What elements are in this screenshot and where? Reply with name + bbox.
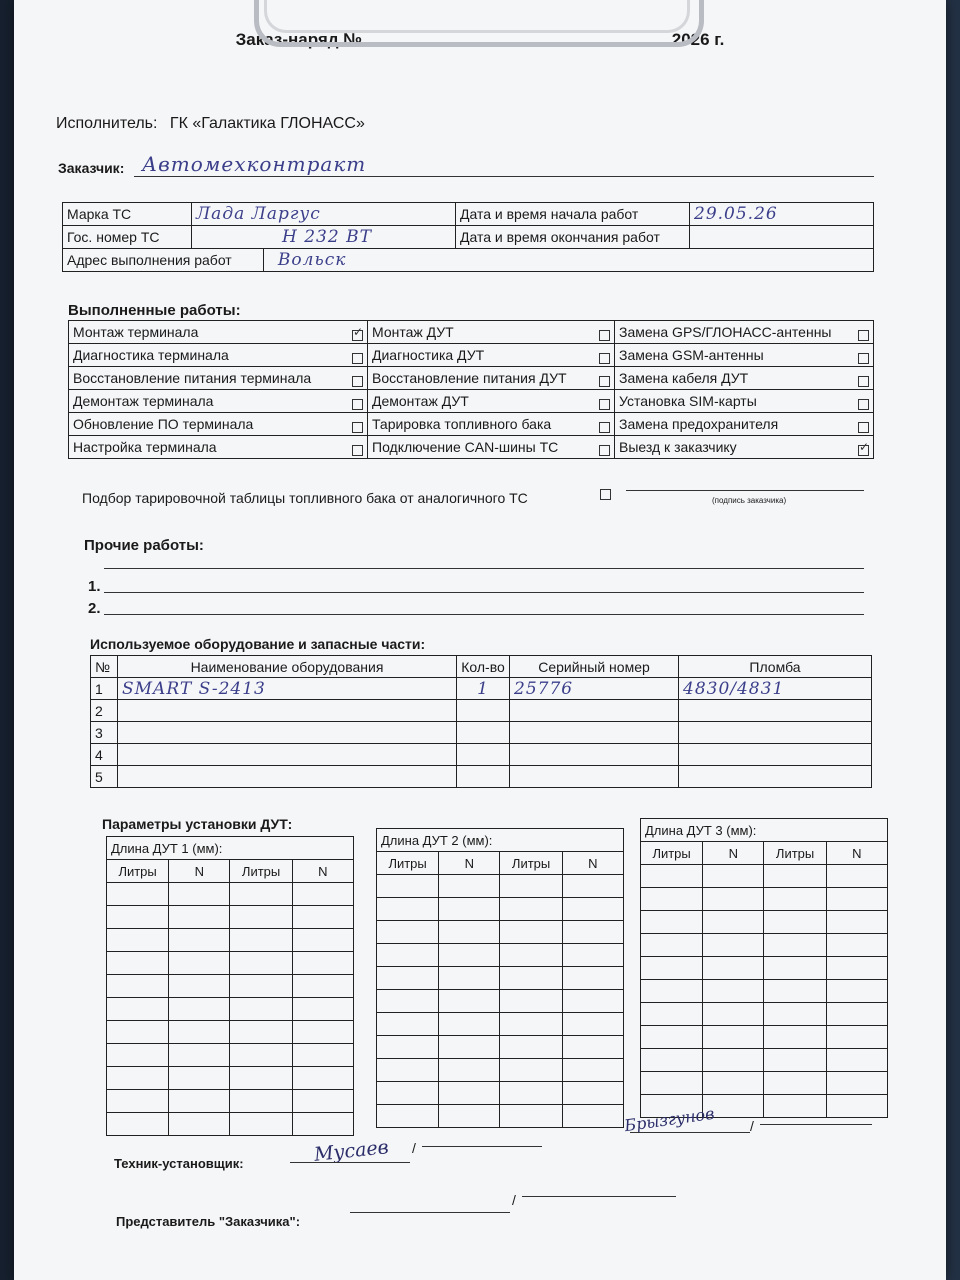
dut-cell[interactable]: [500, 1105, 562, 1128]
dut-cell[interactable]: [169, 1044, 230, 1067]
work-item-checkbox[interactable]: [858, 422, 869, 433]
works-row: [69, 344, 874, 367]
dut-cell[interactable]: [292, 929, 353, 952]
tariff-checkbox[interactable]: [600, 489, 611, 500]
equipment-cell[interactable]: [679, 766, 872, 788]
work-item[interactable]: [368, 436, 615, 459]
work-item[interactable]: [368, 390, 615, 413]
dut-header-cell: Литры: [230, 860, 292, 883]
dut-cell[interactable]: [377, 944, 439, 967]
dut-cell[interactable]: [562, 1036, 623, 1059]
equipment-cell[interactable]: [510, 722, 679, 744]
dut-header-cell: N: [826, 842, 887, 865]
work-item-label: Восстановление питания терминала: [73, 369, 312, 386]
dut-cell[interactable]: [230, 929, 292, 952]
dut-cell[interactable]: [764, 1072, 826, 1095]
dut-cell[interactable]: [562, 1082, 623, 1105]
dut-cell[interactable]: [562, 1105, 623, 1128]
work-item-checkbox[interactable]: [858, 445, 869, 456]
dut-cell[interactable]: [500, 1059, 562, 1082]
work-item-label: Демонтаж терминала: [73, 392, 214, 409]
dut-cell[interactable]: [169, 1090, 230, 1113]
dut-length-label: Длина ДУТ 3 (мм):: [641, 819, 888, 842]
work-item[interactable]: [368, 321, 615, 344]
dut-cell[interactable]: [562, 1013, 623, 1036]
dut-table-2: [376, 828, 624, 1128]
equipment-cell[interactable]: [457, 744, 510, 766]
dut-cell[interactable]: [292, 975, 353, 998]
works-row: [69, 321, 874, 344]
equipment-col-seal: Пломба: [679, 656, 872, 678]
dut-cell[interactable]: [439, 967, 500, 990]
dut-cell[interactable]: [641, 911, 703, 934]
dut-header-cell: Литры: [500, 852, 562, 875]
dut-cell[interactable]: [562, 944, 623, 967]
dut-cell[interactable]: [641, 957, 703, 980]
equipment-cell[interactable]: [510, 766, 679, 788]
dut-cell[interactable]: [500, 990, 562, 1013]
dut-cell[interactable]: [764, 865, 826, 888]
dut-cell[interactable]: [641, 865, 703, 888]
dut-cell[interactable]: [500, 1036, 562, 1059]
dut-header-cell: N: [703, 842, 764, 865]
works-row: [69, 367, 874, 390]
customer-label: Заказчик:: [58, 160, 125, 176]
dut-cell[interactable]: [230, 883, 292, 906]
dut-cell[interactable]: [641, 1049, 703, 1072]
dut-cell[interactable]: [764, 934, 826, 957]
equipment-cell[interactable]: [118, 700, 457, 722]
dut-cell[interactable]: [292, 1090, 353, 1113]
work-item[interactable]: [69, 367, 368, 390]
work-item-label: Демонтаж ДУТ: [372, 392, 469, 409]
other-works-line-2: [104, 614, 864, 615]
address-label: Адрес выполнения работ: [63, 249, 264, 271]
work-item[interactable]: [615, 367, 874, 390]
dut-length-label: Длина ДУТ 1 (мм):: [107, 837, 354, 860]
work-item[interactable]: [615, 436, 874, 459]
work-item[interactable]: [69, 344, 368, 367]
technician-name-signature: Брызгунов: [623, 1103, 716, 1136]
work-item-label: Замена предохранителя: [619, 415, 779, 432]
slash-3: /: [512, 1192, 516, 1208]
equipment-cell[interactable]: [510, 744, 679, 766]
work-item[interactable]: [69, 413, 368, 436]
equipment-cell[interactable]: [118, 722, 457, 744]
dut-cell[interactable]: [107, 1090, 169, 1113]
dut-header-cell: Литры: [764, 842, 826, 865]
work-item-checkbox[interactable]: [858, 376, 869, 387]
brand-value: Лада Ларгус: [192, 203, 456, 226]
dut-cell[interactable]: [641, 934, 703, 957]
dut-cell[interactable]: [641, 1072, 703, 1095]
representative-line-a: [350, 1212, 510, 1213]
slash-1: /: [750, 1118, 754, 1134]
works-title: Выполненные работы:: [68, 302, 241, 319]
vehicle-info-table: [62, 202, 874, 272]
other-works-line-0: [104, 568, 864, 569]
dut-length-label: Длина ДУТ 2 (мм):: [377, 829, 624, 852]
equipment-cell[interactable]: [118, 744, 457, 766]
dut-cell[interactable]: [377, 1013, 439, 1036]
dut-cell[interactable]: [439, 1059, 500, 1082]
dut-cell[interactable]: [230, 906, 292, 929]
dut-cell[interactable]: [169, 883, 230, 906]
dut-cell[interactable]: [764, 957, 826, 980]
equipment-cell[interactable]: [679, 722, 872, 744]
end-value: [690, 226, 874, 249]
equipment-cell[interactable]: [679, 744, 872, 766]
dut-cell[interactable]: [500, 1013, 562, 1036]
work-item-label: Подключение CAN-шины ТС: [372, 438, 559, 455]
work-item-checkbox[interactable]: [352, 422, 363, 433]
signature-caption: (подпись заказчика): [712, 496, 787, 505]
dut-cell[interactable]: [641, 1026, 703, 1049]
dut-cell[interactable]: [107, 883, 169, 906]
dut-cell[interactable]: [292, 1021, 353, 1044]
dut-cell[interactable]: [826, 1095, 887, 1118]
dut-cell[interactable]: [500, 944, 562, 967]
dut-title: Параметры установки ДУТ:: [102, 816, 293, 832]
dut-cell[interactable]: [703, 934, 764, 957]
dut-cell[interactable]: [641, 980, 703, 1003]
work-item-label: Диагностика терминала: [73, 346, 229, 363]
equipment-col-no: №: [91, 656, 118, 678]
dut-header-cell: N: [169, 860, 230, 883]
tariff-label: Подбор тарировочной таблицы топливного бака от аналогичного ТС: [82, 490, 528, 506]
start-value: 29.05.26: [690, 203, 874, 226]
dut-cell[interactable]: [562, 1059, 623, 1082]
work-item-checkbox[interactable]: [352, 376, 363, 387]
dut-cell[interactable]: [230, 1090, 292, 1113]
dut-header-cell: Литры: [107, 860, 169, 883]
dut-cell[interactable]: [641, 888, 703, 911]
address-value: Вольск: [277, 250, 347, 270]
work-item-label: Тарировка топливного бака: [372, 415, 552, 432]
equipment-cell[interactable]: [679, 700, 872, 722]
dut-cell[interactable]: [107, 906, 169, 929]
executor-value: ГК «Галактика ГЛОНАСС»: [169, 115, 365, 132]
equipment-row: [91, 766, 872, 788]
work-item-checkbox[interactable]: [352, 330, 363, 341]
dut-cell[interactable]: [107, 1044, 169, 1067]
document-title: Заказ-наряд № 2026 г.: [235, 30, 725, 49]
dut-cell[interactable]: [107, 998, 169, 1021]
equipment-header-row: [91, 656, 872, 678]
dut-cell[interactable]: [230, 975, 292, 998]
dut-table-1: [106, 836, 354, 1136]
dut-cell[interactable]: [169, 1021, 230, 1044]
works-row: [69, 390, 874, 413]
dut-cell[interactable]: [377, 1036, 439, 1059]
dut-cell[interactable]: [439, 1082, 500, 1105]
equipment-cell[interactable]: [118, 766, 457, 788]
work-item-checkbox[interactable]: [352, 399, 363, 410]
clipboard-clip-inner: [264, 0, 690, 33]
dut-cell[interactable]: [292, 952, 353, 975]
work-item[interactable]: [368, 367, 615, 390]
dut-cell[interactable]: [641, 1003, 703, 1026]
dut-cell[interactable]: [169, 998, 230, 1021]
dut-cell[interactable]: [292, 1067, 353, 1090]
dut-cell[interactable]: [169, 906, 230, 929]
dut-cell[interactable]: [764, 888, 826, 911]
dut-cell[interactable]: [377, 967, 439, 990]
dut-header-cell: N: [562, 852, 623, 875]
technician-signature: Мусаев: [313, 1136, 390, 1166]
work-item-label: Диагностика ДУТ: [372, 346, 485, 363]
start-label: Дата и время начала работ: [456, 203, 690, 226]
dut-cell[interactable]: [107, 952, 169, 975]
dut-cell[interactable]: [500, 967, 562, 990]
other-works-item-2: 2.: [88, 600, 101, 617]
equipment-cell[interactable]: SMART S-2413: [118, 678, 457, 700]
dut-cell[interactable]: [230, 952, 292, 975]
dut-cell[interactable]: [562, 898, 623, 921]
equipment-cell[interactable]: 3: [91, 722, 118, 744]
technician-label: Техник-установщик:: [114, 1156, 244, 1171]
dut-cell[interactable]: [230, 1021, 292, 1044]
other-works-title: Прочие работы:: [84, 537, 204, 554]
work-item-checkbox[interactable]: [352, 445, 363, 456]
customer-value: Автомехконтракт: [142, 152, 367, 176]
representative-line-b: [522, 1196, 676, 1197]
equipment-cell[interactable]: [457, 722, 510, 744]
work-item[interactable]: [69, 436, 368, 459]
dut-cell[interactable]: [562, 990, 623, 1013]
dut-cell[interactable]: [500, 1082, 562, 1105]
customer-line: [134, 176, 874, 177]
equipment-cell[interactable]: [510, 700, 679, 722]
dut-cell[interactable]: [439, 1013, 500, 1036]
dut-cell[interactable]: [826, 865, 887, 888]
equipment-title: Используемое оборудование и запасные части:: [90, 636, 426, 652]
equipment-row: [91, 744, 872, 766]
dut-cell[interactable]: [703, 888, 764, 911]
equipment-cell[interactable]: 5: [91, 766, 118, 788]
dut-cell[interactable]: [377, 1082, 439, 1105]
work-item-label: Замена кабеля ДУТ: [619, 369, 749, 386]
dut-cell[interactable]: [169, 975, 230, 998]
representative-label: Представитель "Заказчика":: [116, 1214, 301, 1229]
brand-label: Марка ТС: [63, 203, 192, 226]
dut-cell[interactable]: [826, 980, 887, 1003]
dut-header-cell: N: [439, 852, 500, 875]
other-works-line-1: [104, 592, 864, 593]
dut-cell[interactable]: [107, 1067, 169, 1090]
dut-cell[interactable]: [439, 990, 500, 1013]
equipment-table: [90, 655, 872, 788]
work-item[interactable]: [368, 413, 615, 436]
technician-name-line-b: [760, 1124, 872, 1125]
dut-cell[interactable]: [764, 1095, 826, 1118]
dut-cell[interactable]: [562, 875, 623, 898]
equipment-col-qty: Кол-во: [457, 656, 510, 678]
works-row: [69, 413, 874, 436]
works-row: [69, 436, 874, 459]
dut-cell[interactable]: [826, 1072, 887, 1095]
equipment-cell[interactable]: 25776: [510, 678, 679, 700]
equipment-cell[interactable]: 2: [91, 700, 118, 722]
work-item-checkbox[interactable]: [858, 353, 869, 364]
customer-signature-line: [626, 490, 864, 491]
technician-name-line-a: [630, 1132, 750, 1133]
dut-cell[interactable]: [169, 1067, 230, 1090]
work-item-checkbox[interactable]: [599, 399, 610, 410]
work-item-label: Замена GPS/ГЛОНАСС-антенны: [619, 323, 832, 340]
dut-cell[interactable]: [826, 888, 887, 911]
dut-cell[interactable]: [703, 1049, 764, 1072]
works-table: [68, 320, 874, 459]
equipment-col-name: Наименование оборудования: [118, 656, 457, 678]
work-item[interactable]: [615, 344, 874, 367]
dut-cell[interactable]: [377, 875, 439, 898]
dut-cell[interactable]: [169, 952, 230, 975]
work-item-label: Установка SIM-карты: [619, 392, 757, 409]
work-item-checkbox[interactable]: [858, 399, 869, 410]
equipment-cell[interactable]: 4: [91, 744, 118, 766]
dut-cell[interactable]: [500, 921, 562, 944]
dut-cell[interactable]: [764, 1049, 826, 1072]
dut-cell[interactable]: [703, 1072, 764, 1095]
work-item-label: Восстановление питания ДУТ: [372, 369, 567, 386]
dut-cell[interactable]: [826, 957, 887, 980]
work-item-label: Монтаж терминала: [73, 323, 199, 340]
work-item[interactable]: [368, 344, 615, 367]
work-item[interactable]: [615, 413, 874, 436]
dut-cell[interactable]: [764, 980, 826, 1003]
dut-cell[interactable]: [377, 898, 439, 921]
equipment-row: [91, 700, 872, 722]
work-item-label: Настройка терминала: [73, 438, 217, 455]
dut-cell[interactable]: [230, 1044, 292, 1067]
equipment-cell[interactable]: 1: [91, 678, 118, 700]
dut-table-3: [640, 818, 888, 1118]
work-item-checkbox[interactable]: [599, 353, 610, 364]
dut-cell[interactable]: [377, 921, 439, 944]
dut-cell[interactable]: [439, 898, 500, 921]
plate-label: Гос. номер ТС: [63, 226, 192, 249]
dut-cell[interactable]: [377, 1059, 439, 1082]
dut-header-cell: Литры: [641, 842, 703, 865]
dut-cell[interactable]: [703, 1003, 764, 1026]
dut-cell[interactable]: [107, 929, 169, 952]
other-works-item-1: 1.: [88, 578, 101, 595]
work-item-checkbox[interactable]: [352, 353, 363, 364]
work-item-label: Замена GSM-антенны: [619, 346, 764, 363]
dut-cell[interactable]: [439, 875, 500, 898]
work-item-label: Обновление ПО терминала: [73, 415, 254, 432]
executor-row: [56, 115, 365, 133]
equipment-cell[interactable]: 4830/4831: [679, 678, 872, 700]
dut-cell[interactable]: [292, 906, 353, 929]
dut-cell[interactable]: [826, 934, 887, 957]
dut-cell[interactable]: [703, 911, 764, 934]
dut-cell[interactable]: [826, 911, 887, 934]
plate-value: Н 232 ВТ: [192, 226, 456, 249]
work-item-checkbox[interactable]: [599, 376, 610, 387]
work-item[interactable]: [69, 390, 368, 413]
technician-sig-line: [290, 1162, 410, 1163]
dut-cell[interactable]: [826, 1026, 887, 1049]
dut-cell[interactable]: [230, 1113, 292, 1136]
equipment-col-serial: Серийный номер: [510, 656, 679, 678]
work-item-label: Выезд к заказчику: [619, 438, 737, 455]
work-item-label: Монтаж ДУТ: [372, 323, 454, 340]
dut-cell[interactable]: [703, 957, 764, 980]
dut-header-cell: Литры: [377, 852, 439, 875]
dut-cell[interactable]: [500, 898, 562, 921]
dut-cell[interactable]: [230, 998, 292, 1021]
dut-cell[interactable]: [107, 975, 169, 998]
dut-cell[interactable]: [562, 967, 623, 990]
equipment-cell[interactable]: [457, 700, 510, 722]
address-row: [63, 249, 874, 272]
work-item-checkbox[interactable]: [858, 330, 869, 341]
equipment-cell[interactable]: 1: [457, 678, 510, 700]
dut-cell[interactable]: [377, 1105, 439, 1128]
dut-cell[interactable]: [292, 998, 353, 1021]
dut-cell[interactable]: [826, 1003, 887, 1026]
dut-cell[interactable]: [169, 929, 230, 952]
work-item-checkbox[interactable]: [599, 422, 610, 433]
dut-cell[interactable]: [703, 980, 764, 1003]
dut-cell[interactable]: [826, 1049, 887, 1072]
dut-cell[interactable]: [439, 1105, 500, 1128]
equipment-cell[interactable]: [457, 766, 510, 788]
equipment-row: [91, 678, 872, 700]
dut-cell[interactable]: [703, 865, 764, 888]
work-item-checkbox[interactable]: [599, 330, 610, 341]
work-item-checkbox[interactable]: [599, 445, 610, 456]
dut-cell[interactable]: [292, 1113, 353, 1136]
dut-cell[interactable]: [439, 1036, 500, 1059]
executor-label: Исполнитель:: [56, 115, 158, 132]
dut-header-cell: N: [292, 860, 353, 883]
work-item[interactable]: [69, 321, 368, 344]
dut-cell[interactable]: [230, 1067, 292, 1090]
dut-cell[interactable]: [169, 1113, 230, 1136]
dut-cell[interactable]: [292, 883, 353, 906]
dut-cell[interactable]: [764, 911, 826, 934]
dut-cell[interactable]: [377, 990, 439, 1013]
dut-cell[interactable]: [764, 1003, 826, 1026]
dut-cell[interactable]: [439, 921, 500, 944]
work-item[interactable]: [615, 390, 874, 413]
dut-cell[interactable]: [500, 875, 562, 898]
slash-2: /: [412, 1140, 416, 1156]
work-item[interactable]: [615, 321, 874, 344]
work-order-sheet: [14, 0, 946, 1280]
equipment-row: [91, 722, 872, 744]
dut-cell[interactable]: [764, 1026, 826, 1049]
dut-cell[interactable]: [292, 1044, 353, 1067]
dut-cell[interactable]: [107, 1021, 169, 1044]
technician-sig-line-b: [422, 1146, 542, 1147]
dut-cell[interactable]: [107, 1113, 169, 1136]
dut-cell[interactable]: [703, 1026, 764, 1049]
dut-cell[interactable]: [439, 944, 500, 967]
end-label: Дата и время окончания работ: [456, 226, 690, 249]
dut-cell[interactable]: [562, 921, 623, 944]
